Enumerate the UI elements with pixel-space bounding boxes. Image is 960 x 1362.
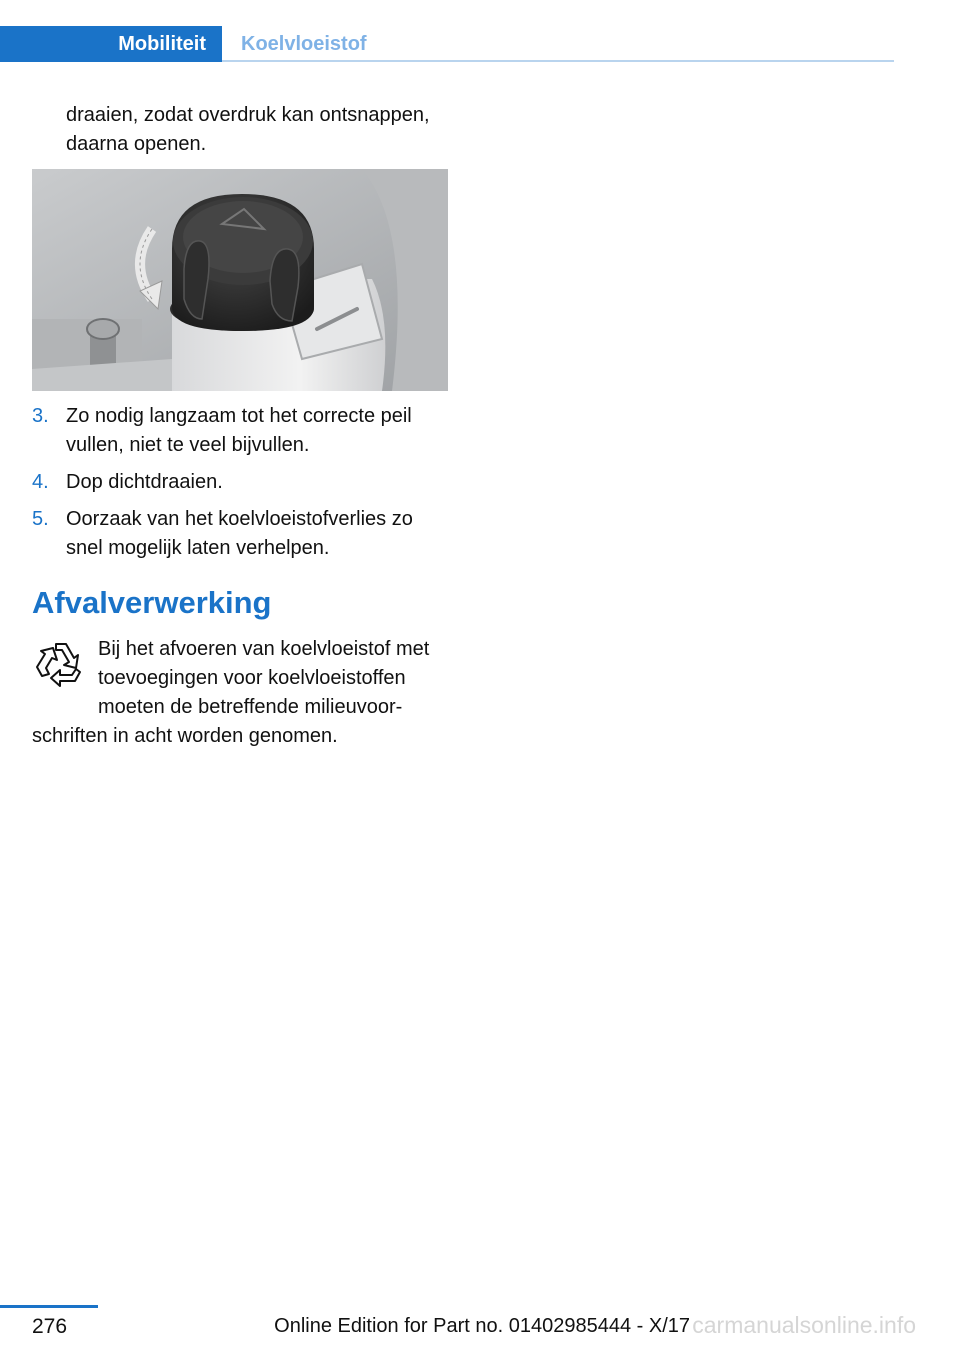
- step-number: 5.: [32, 508, 49, 530]
- header-tab-koelvloeistof[interactable]: Koelvloeistof: [241, 33, 367, 55]
- steps-list: [32, 402, 448, 571]
- recycle-icon: [34, 638, 88, 692]
- watermark: carmanualsonline.info: [692, 1312, 916, 1338]
- page-number: 276: [32, 1315, 68, 1338]
- note-text-line: schriften in acht worden genomen.: [32, 725, 338, 747]
- list-item: [32, 468, 448, 497]
- note-text-line: Bij het afvoeren van koelvloeistof met: [98, 638, 430, 660]
- step-number: 3.: [32, 405, 49, 427]
- coolant-cap-illustration: [32, 169, 448, 391]
- step-number: 4.: [32, 471, 49, 493]
- note-text-line: moeten de betreffende milieuvoor-: [98, 696, 403, 718]
- step-text: Dop dichtdraaien.: [66, 471, 223, 493]
- header-tab-mobiliteit[interactable]: Mobiliteit: [118, 33, 206, 55]
- edition-text: Online Edition for Part no. 01402985444 - X/17: [274, 1315, 690, 1337]
- footer-rule: [0, 1305, 98, 1308]
- intro-paragraph: draaien, zodat overdruk kan ontsnappen, daarna openen.: [66, 104, 430, 155]
- step-text: Oorzaak van het koelvloeistofverlies zo snel mogelijk laten verhelpen.: [66, 508, 413, 559]
- step-text: Zo nodig langzaam tot het correcte peil vullen, niet te veel bijvullen.: [66, 405, 412, 456]
- note-text-line: toevoegingen voor koelvloeistoffen: [98, 667, 406, 689]
- list-item: [32, 505, 448, 563]
- header-underline: [222, 60, 894, 62]
- section-title: Afvalverwerking: [32, 585, 272, 620]
- list-item: [32, 402, 448, 460]
